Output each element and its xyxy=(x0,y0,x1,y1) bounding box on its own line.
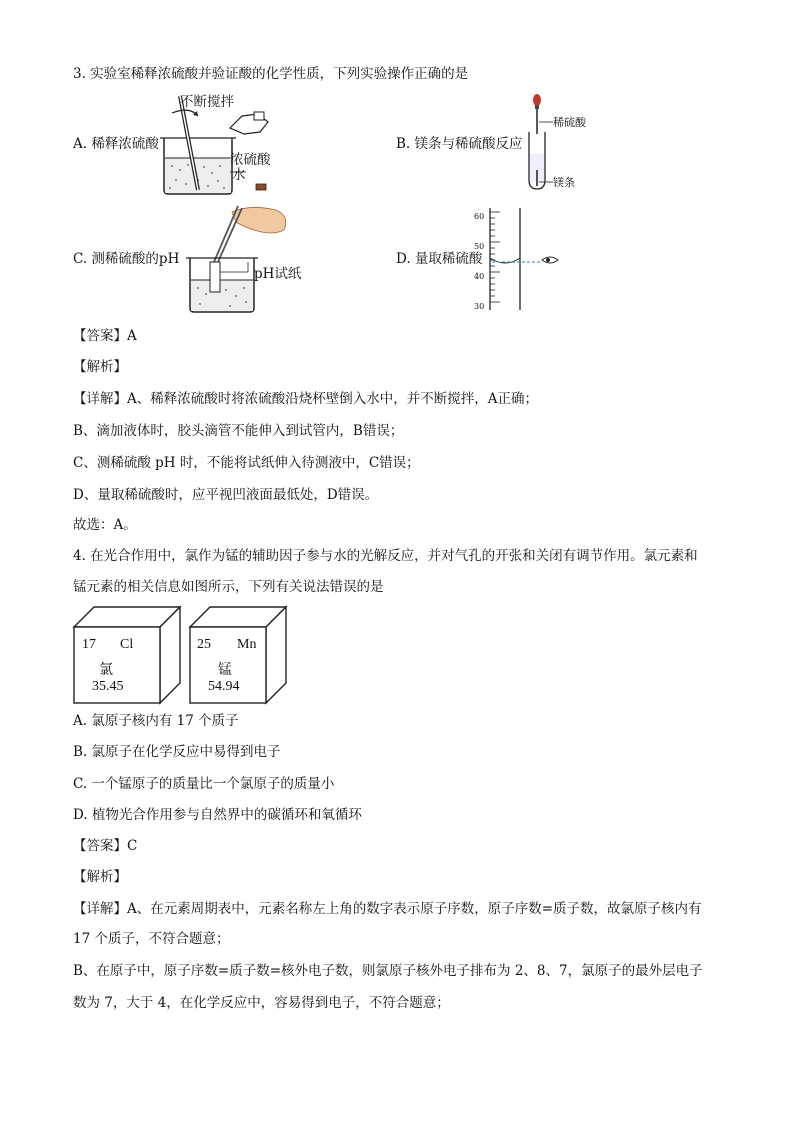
mn-symbol: Mn xyxy=(237,637,257,652)
tick-40: 40 xyxy=(474,272,485,281)
figure-c-ph-test xyxy=(180,200,300,315)
q3-answer: 【答案】A xyxy=(73,328,137,344)
q3-conclusion: 故选：A。 xyxy=(73,517,137,533)
label-concentrated-acid: 浓硫酸 xyxy=(230,152,271,168)
cl-atomic-mass: 35.45 xyxy=(92,679,124,694)
mn-atomic-mass: 54.94 xyxy=(208,679,240,694)
label-dilute-acid: 稀硫酸 xyxy=(553,116,586,129)
tick-60: 60 xyxy=(474,212,485,221)
q4-answer: 【答案】C xyxy=(73,838,138,854)
cl-symbol: Cl xyxy=(120,637,134,652)
q4-option-b: B. 氯原子在化学反应中易得到电子 xyxy=(73,744,281,760)
q3-option-c: C. 测稀硫酸的pH xyxy=(73,251,180,267)
label-ph-paper: pH试纸 xyxy=(254,266,302,282)
q4-option-c: C. 一个锰原子的质量比一个氯原子的质量小 xyxy=(73,776,335,792)
tick-50: 50 xyxy=(474,242,485,251)
q4-detail-a-line-1: 【详解】A、在元素周期表中，元素名称左上角的数字表示原子序数，原子序数=质子数，故氯原子核内有 xyxy=(73,901,702,917)
q3-option-d: D. 量取稀硫酸 xyxy=(396,251,483,267)
q3-detail-a: 【详解】A、稀释浓硫酸时将浓硫酸沿烧杯壁倒入水中，并不断搅拌，A正确； xyxy=(73,391,538,407)
mn-atomic-number: 25 xyxy=(197,637,211,652)
q4-stem-line-2: 锰元素的相关信息如图所示，下列有关说法错误的是 xyxy=(73,579,384,595)
q4-detail-b-line-1: B、在原子中，原子序数=质子数=核外电子数，则氯原子核外电子排布为 2、8、7，氯原子的最外层电子 xyxy=(73,963,703,979)
q4-detail-b-line-2: 数为 7，大于 4，在化学反应中，容易得到电子，不符合题意； xyxy=(73,995,450,1011)
cl-name: 氯 xyxy=(99,663,113,678)
q3-detail-c: C、测稀硫酸 pH 时，不能将试纸伸入待测液中，C错误； xyxy=(73,455,420,471)
q3-option-b: B. 镁条与稀硫酸反应 xyxy=(396,136,523,152)
q3-stem: 3. 实验室稀释浓硫酸并验证酸的化学性质，下列实验操作正确的是 xyxy=(73,66,469,82)
label-water: 水 xyxy=(232,167,246,183)
cl-atomic-number: 17 xyxy=(82,637,96,652)
tick-30: 30 xyxy=(474,302,485,311)
q4-option-a: A. 氯原子核内有 17 个质子 xyxy=(73,713,239,729)
q3-option-a: A. 稀释浓硫酸 xyxy=(73,136,159,152)
q3-analysis-heading: 【解析】 xyxy=(73,359,127,375)
q3-detail-d: D、量取稀硫酸时，应平视凹液面最低处，D错误。 xyxy=(73,487,379,503)
mn-name: 锰 xyxy=(218,663,232,678)
q3-detail-b: B、滴加液体时，胶头滴管不能伸入到试管内，B错误； xyxy=(73,423,404,439)
q4-analysis-heading: 【解析】 xyxy=(73,869,127,885)
q4-stem-line-1: 4. 在光合作用中，氯作为锰的辅助因子参与水的光解反应，并对气孔的开张和关闭有调节作用。氯元素和 xyxy=(73,548,698,564)
label-magnesium: 镁条 xyxy=(553,176,575,189)
q4-option-d: D. 植物光合作用参与自然界中的碳循环和氧循环 xyxy=(73,807,362,823)
label-stir: 不断搅拌 xyxy=(180,94,234,110)
q4-detail-a-line-2: 17 个质子，不符合题意； xyxy=(73,931,230,947)
